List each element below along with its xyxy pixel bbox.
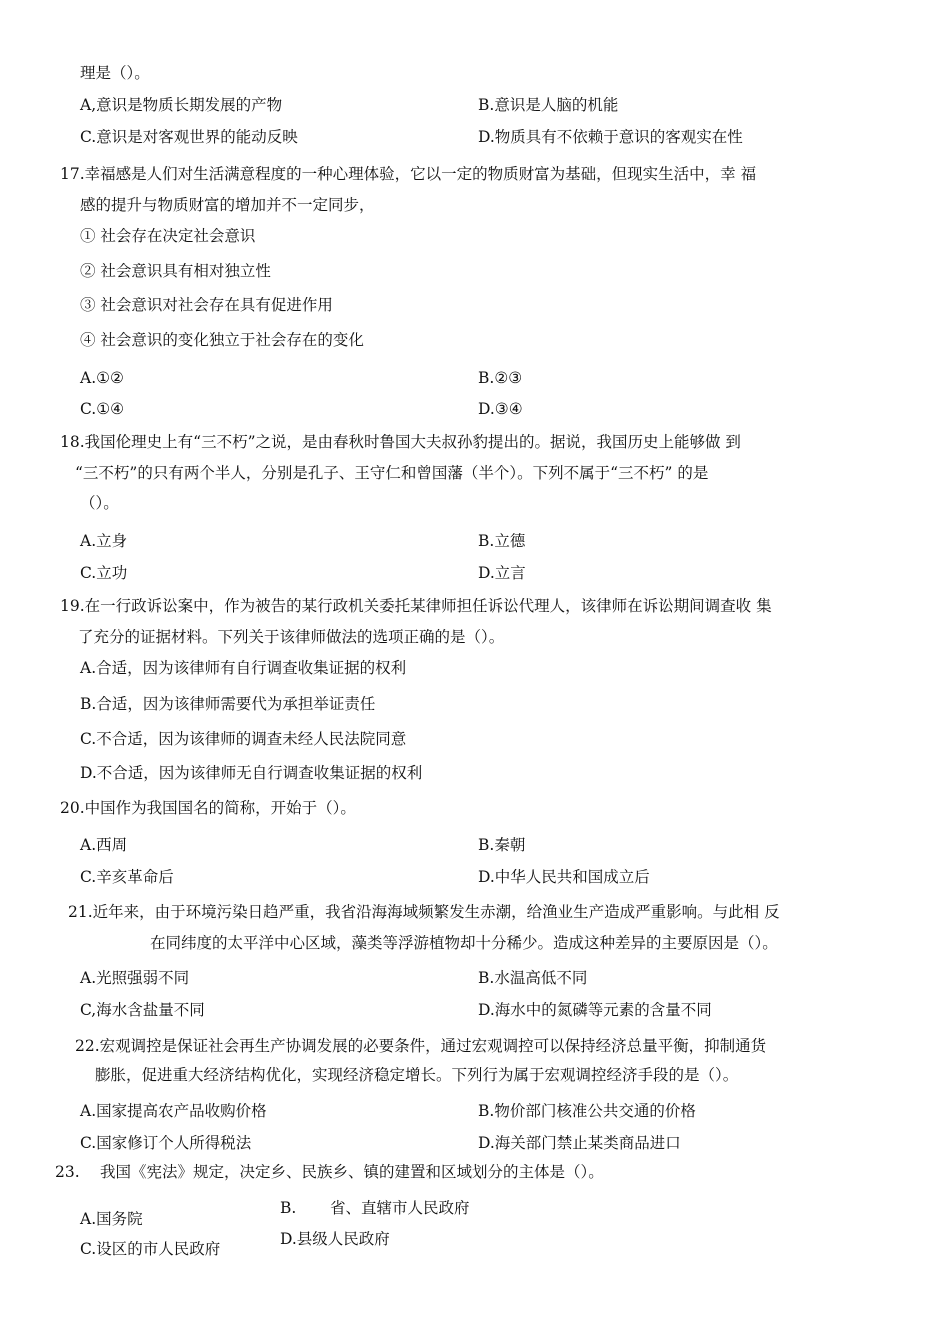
question-stem: 我国《宪法》规定，决定乡、民族乡、镇的建置和区域划分的主体是（）。 [100, 1163, 604, 1181]
statement: ② 社会意识具有相对独立性 [80, 262, 271, 280]
option-a: A.立身 [80, 532, 128, 550]
option-d: D.不合适，因为该律师无自行调查收集证据的权利 [80, 764, 423, 782]
option-b: B.合适，因为该律师需要代为承担举证责任 [80, 695, 376, 713]
option-b: B.水温高低不同 [478, 969, 588, 987]
option-b: 省、直辖市人民政府 [330, 1199, 470, 1217]
option-c: C.辛亥革命后 [80, 868, 174, 886]
option-b: B.秦朝 [478, 836, 526, 854]
question-stem: 了充分的证据材料。下列关于该律师做法的选项正确的是（）。 [78, 628, 505, 646]
option-a: A.①② [80, 369, 124, 387]
option-d: D.③④ [478, 400, 523, 418]
option-c: C.①④ [80, 400, 125, 418]
question-stem: 感的提升与物质财富的增加并不一定同步， [80, 196, 375, 214]
option-c: C,海水含盐量不同 [80, 1001, 205, 1019]
option-c: C.不合适，因为该律师的调查未经人民法院同意 [80, 730, 407, 748]
option-d: D.海关部门禁止某类商品进口 [478, 1134, 681, 1152]
option-b: B.立德 [478, 532, 526, 550]
question-stem: 22.宏观调控是保证社会再生产协调发展的必要条件，通过宏观调控可以保持经济总量平衡，抑制通货 [75, 1037, 767, 1055]
option-d: D.物质具有不依赖于意识的客观实在性 [478, 128, 743, 146]
option-b-letter: B. [280, 1199, 297, 1217]
option-c: C.国家修订个人所得税法 [80, 1134, 252, 1152]
option-d: D.县级人民政府 [280, 1230, 390, 1248]
option-b: B.物价部门核准公共交通的价格 [478, 1102, 696, 1120]
option-d: D.中华人民共和国成立后 [478, 868, 650, 886]
question-stem: 18.我国伦理史上有“三不朽”之说，是由春秋时鲁国大夫叔孙豹提出的。据说，我国历史上能够做 到 [60, 433, 741, 451]
question-stem: 20.中国作为我国国名的简称，开始于（）。 [60, 799, 356, 817]
option-b: B.意识是人脑的机能 [478, 96, 619, 114]
option-a: A.国家提高农产品收购价格 [80, 1102, 267, 1120]
option-a: A.光照强弱不同 [80, 969, 190, 987]
option-b: B.②③ [478, 369, 523, 387]
option-c: C.立功 [80, 564, 128, 582]
question-stem: 理是（）。 [80, 64, 150, 82]
option-a: A,意识是物质长期发展的产物 [80, 96, 283, 114]
statement: ① 社会存在决定社会意识 [80, 227, 256, 245]
option-a: A.西周 [80, 836, 128, 854]
option-a: A.合适，因为该律师有自行调查收集证据的权利 [80, 659, 407, 677]
statement: ③ 社会意识对社会存在具有促进作用 [80, 296, 333, 314]
question-stem: 在同纬度的太平洋中心区域，藻类等浮游植物却十分稀少。造成这种差异的主要原因是（）。 [150, 934, 778, 952]
question-stem: 21.近年来，由于环境污染日趋严重，我省沿海海域频繁发生赤潮，给渔业生产造成严重影响。与此相 反 [68, 903, 780, 921]
statement: ④ 社会意识的变化独立于社会存在的变化 [80, 331, 364, 349]
option-d: D.立言 [478, 564, 526, 582]
option-c: C.意识是对客观世界的能动反映 [80, 128, 298, 146]
option-d: D.海水中的氮磷等元素的含量不同 [478, 1001, 712, 1019]
option-a: A.国务院 [80, 1210, 143, 1228]
question-stem: 17.幸福感是人们对生活满意程度的一种心理体验，它以一定的物质财富为基础，但现实生活中，幸 福 [60, 165, 757, 183]
question-number: 23. [55, 1163, 80, 1181]
question-stem: “三不朽”的只有两个半人，分别是孔子、王守仁和曾国藩（半个）。下列不属于“三不朽” 的是 [75, 464, 709, 482]
option-c: C.设区的市人民政府 [80, 1240, 221, 1258]
question-stem: 膨胀，促进重大经济结构优化，实现经济稳定增长。下列行为属于宏观调控经济手段的是（）。 [95, 1066, 739, 1084]
question-stem: （）。 [80, 494, 119, 512]
question-stem: 19.在一行政诉讼案中，作为被告的某行政机关委托某律师担任诉讼代理人，该律师在诉讼期间调查收 集 [60, 597, 772, 615]
